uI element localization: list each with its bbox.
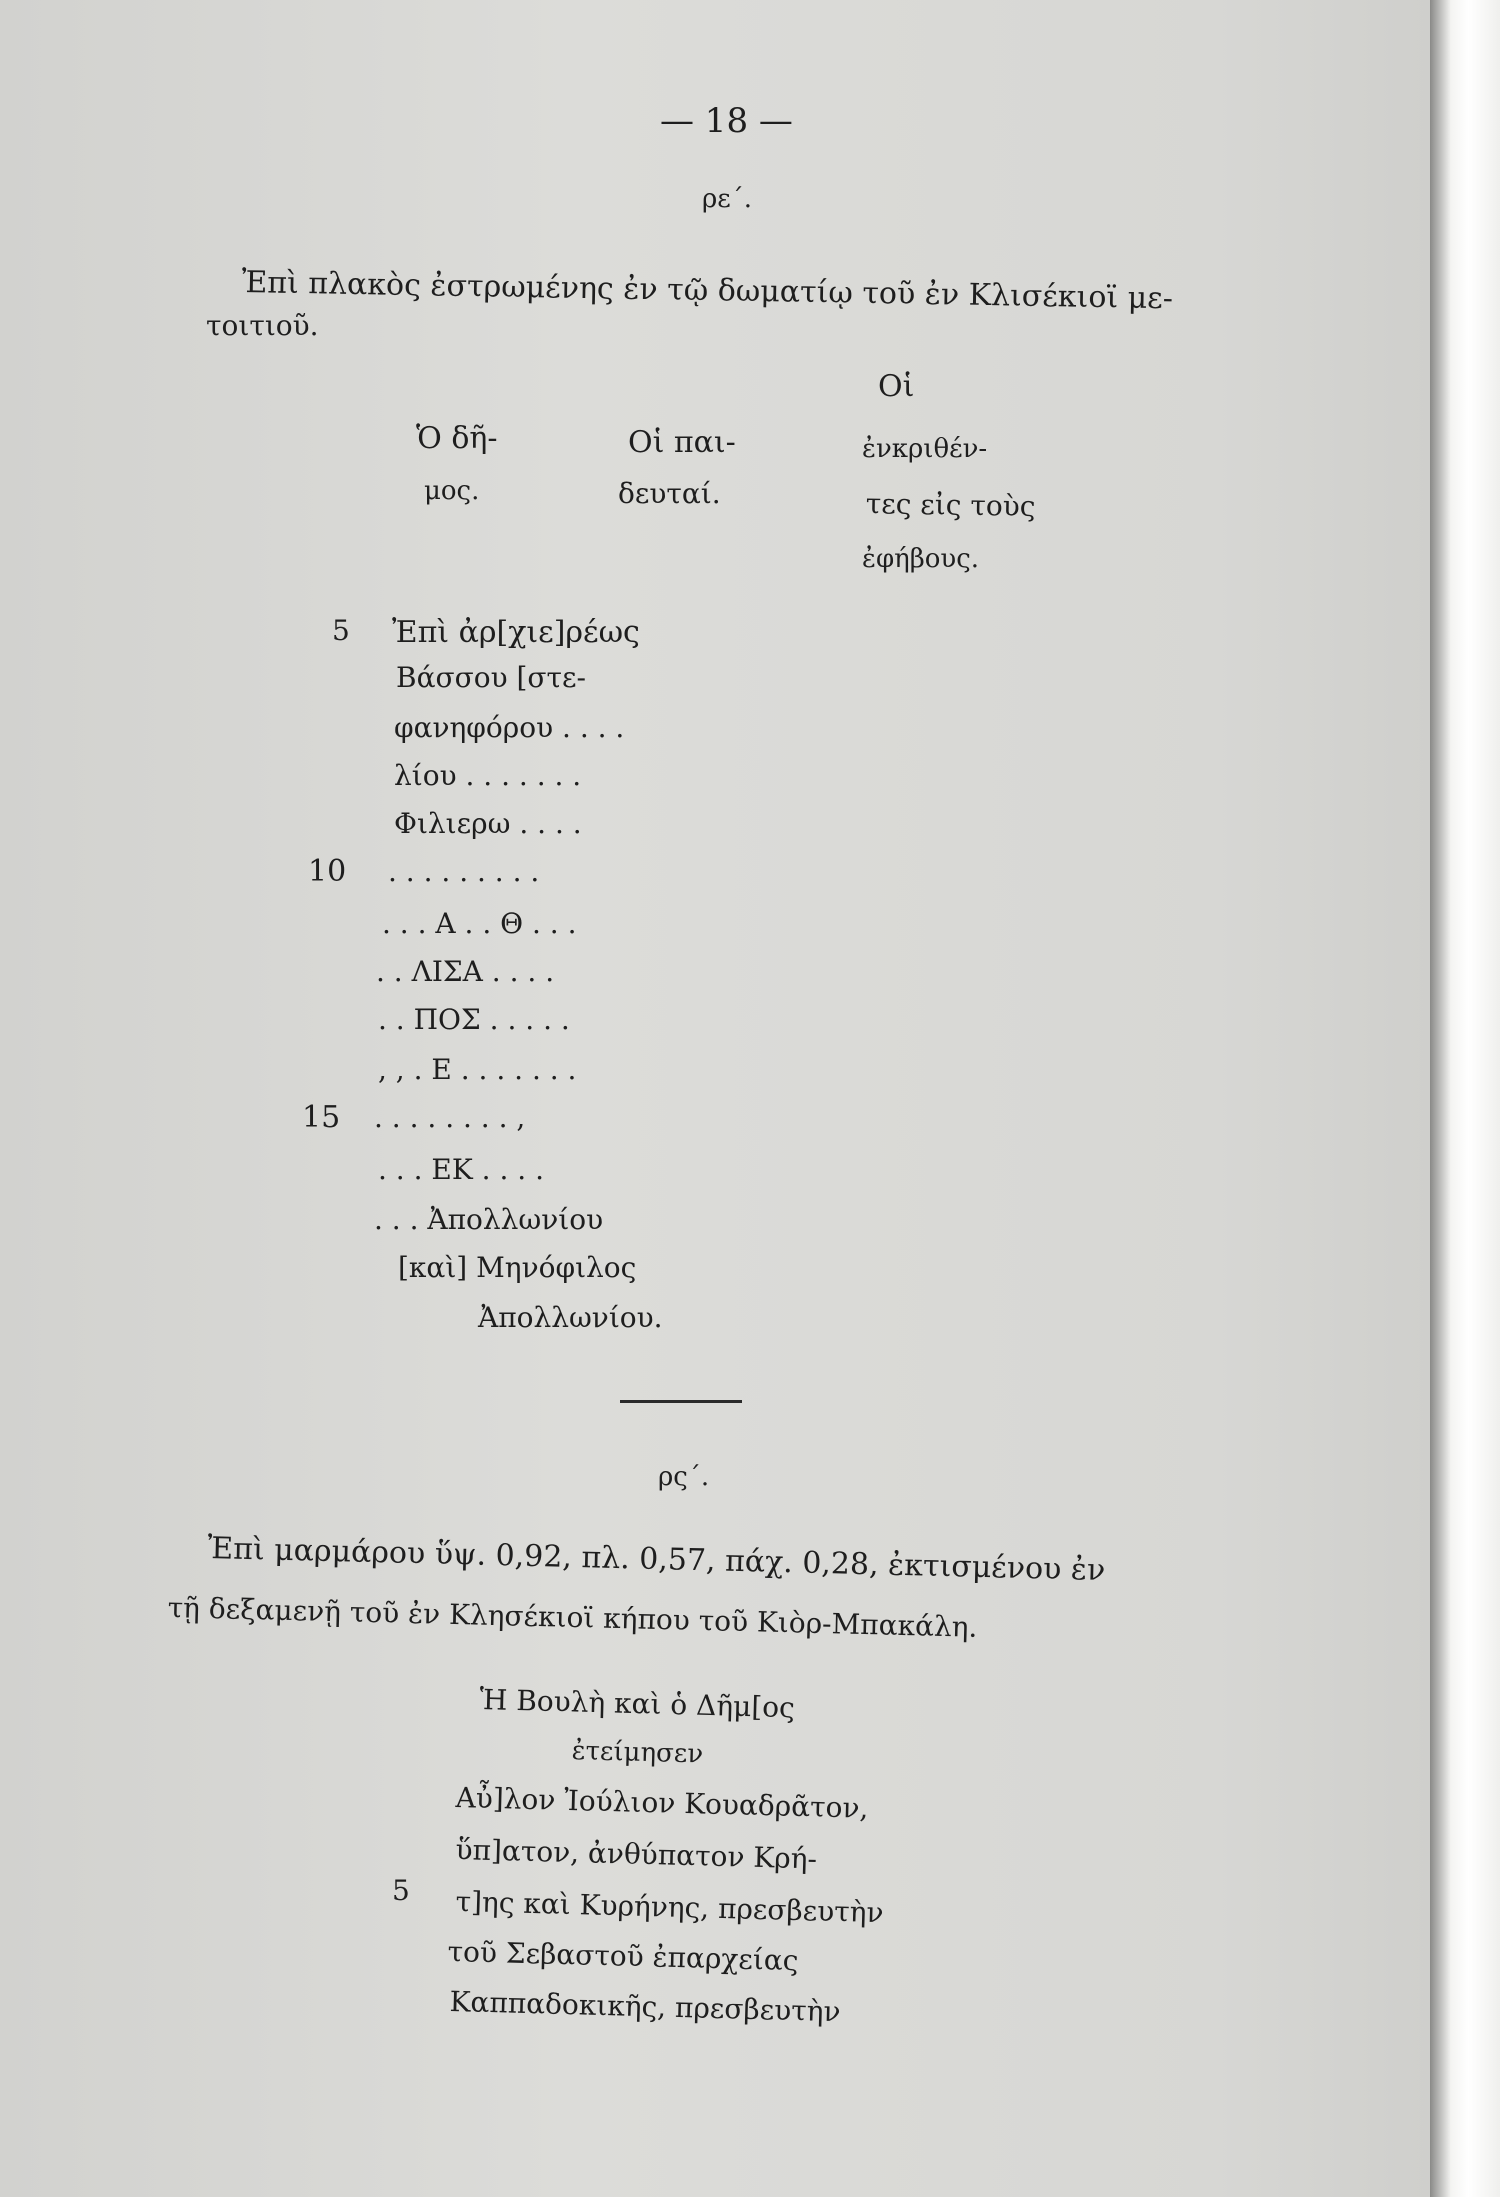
inscription-line: Φιλιερω . . . . [394,807,582,840]
inscription-line: . . . ΕΚ . . . . [378,1153,544,1186]
column-ephebes-4: ἐφήβους. [862,544,980,574]
column-ephebes-1: Οἱ [878,369,915,404]
inscription-heading: ρς΄. [658,1462,710,1492]
inscription-line: Ἐπὶ ἀρ[χιε]ρέως [392,615,640,650]
line-number: 15 [302,1100,341,1135]
inscription-line: τ]ης καὶ Κυρήνης, πρεσβευτὴν [455,1885,884,1930]
inscription-description-cont: τῇ δεξαμενῇ τοῦ ἐν Κλησέκιοϊ κήπου τοῦ Κιὸρ-Μπακάλη. [167,1591,978,1644]
inscription-line: Καππαδοκικῆς, πρεσβευτὴν [449,1985,841,2029]
inscription-line: , , . Ε . . . . . . . [378,1053,577,1086]
inscription-description: Ἐπὶ μαρμάρου ὕψ. 0,92, πλ. 0,57, πάχ. 0,28, ἐκτισμένου ἐν [207,1531,1106,1588]
column-ephebes-3: τες εἰς τοὺς [865,487,1036,523]
column-demos-1: Ὁ δῆ- [416,421,498,456]
inscription-line: . . . Α . . Θ . . . [382,907,577,940]
section-divider [620,1400,742,1403]
inscription-description-cont: τοιτιοῦ. [206,309,319,342]
column-ephebes-2: ἐνκριθέν- [862,434,988,464]
column-paideutai-2: δευταί. [618,477,721,510]
inscription-line: . . . . . . . . , [374,1101,526,1134]
inscription-line: ὕπ]ατον, ἀνθύπατον Κρή- [455,1833,818,1876]
inscription-line: Ἡ Βουλὴ καὶ ὁ Δῆμ[ος [479,1683,796,1725]
inscription-line: φανηφόρου . . . . [394,711,625,744]
inscription-heading: ρε΄. [702,184,753,214]
inscription-line: . . ΠΟΣ . . . . . [378,1003,570,1036]
inscription-line: λίου . . . . . . . [394,759,582,792]
line-number: 5 [392,1874,410,1907]
column-paideutai-1: Οἱ παι- [628,425,736,460]
inscription-line: τοῦ Σεβαστοῦ ἐπαρχείας [447,1935,799,1978]
inscription-line: . . . Ἀπολλωνίου [374,1203,604,1236]
page-number: — 18 — [660,101,793,141]
inscription-line: ἐτείμησεν [571,1736,704,1770]
inscription-description: Ἐπὶ πλακὸς ἐστρωμένης ἐν τῷ δωματίῳ τοῦ ἐν Κλισέκιοϊ με- [241,265,1174,317]
line-number: 5 [332,614,350,647]
inscription-line: Βάσσου [στε- [396,661,586,694]
book-spine-edge [1430,0,1500,2197]
line-number: 10 [308,854,347,889]
column-demos-2: μος. [424,476,480,506]
inscription-line: Αὖ]λον Ἰούλιον Κουαδρᾶτον, [455,1781,869,1825]
inscription-line: [καὶ] Μηνόφιλος [398,1251,637,1284]
inscription-line: Ἀπολλωνίου. [478,1301,663,1334]
inscription-line: . . . . . . . . . [388,855,540,888]
inscription-line: . . ΛΙΣΑ . . . . [376,955,555,988]
